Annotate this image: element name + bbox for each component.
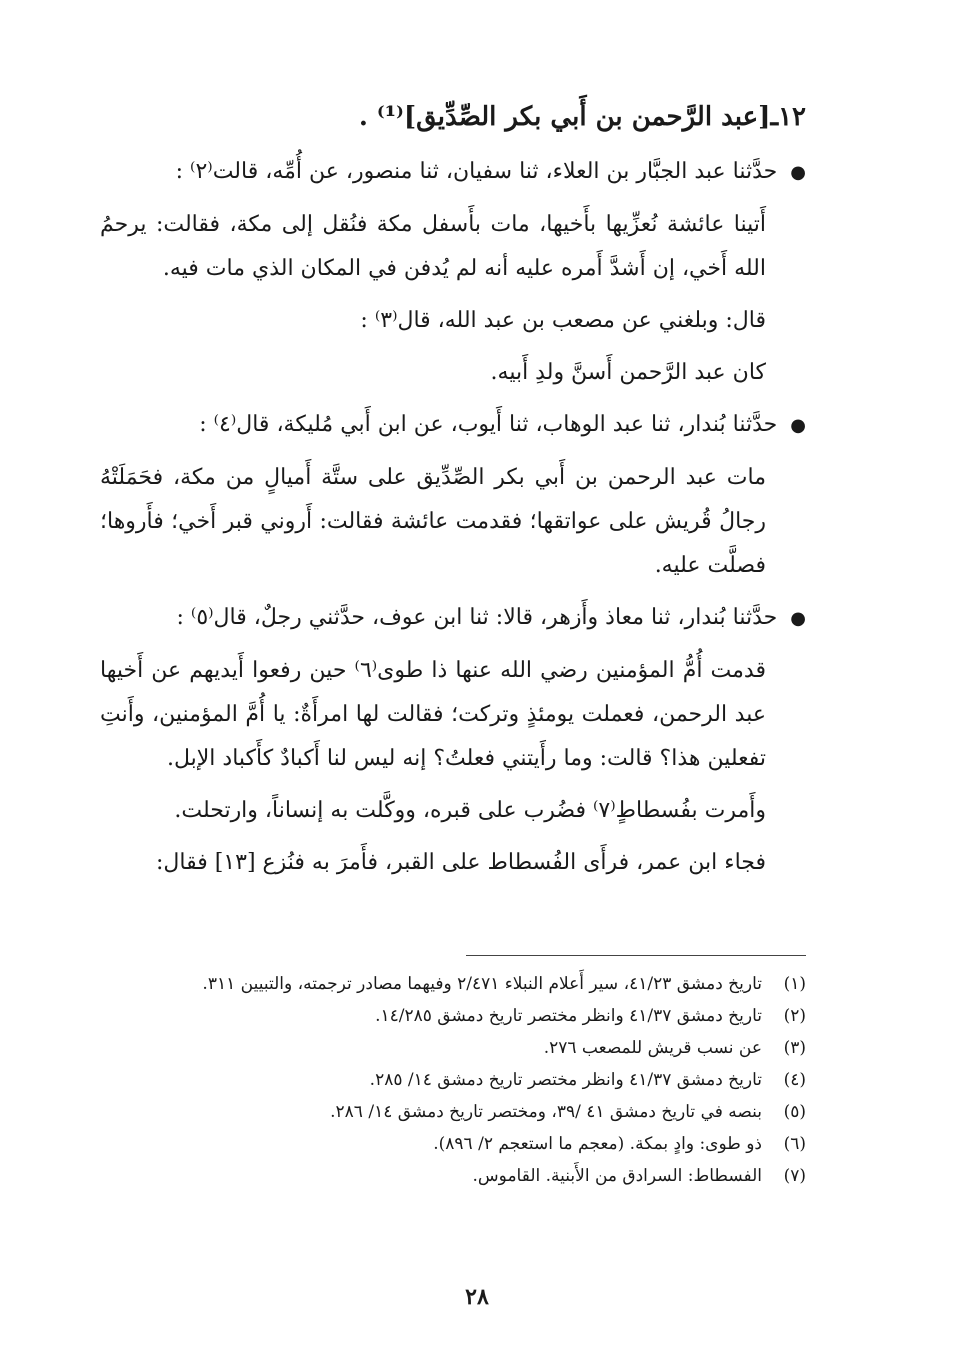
footnote-text: تاريخ دمشق ٤١/٢٣، سير أَعلام النبلاء ٢/٤٧١ وفيهما مصادر ترجمته، والتبيين ٣١١.: [202, 974, 762, 994]
entry-heading: ١٢ـ[عبد الرَّحمن بن أَبي بكر الصِّدِّيق]⁽¹⁾ .: [358, 102, 806, 132]
footnote: [100, 1128, 806, 1160]
narration-paragraph-2: قال: وبلغني عن مصعب بن عبد الله، قال⁽٣⁾ :: [360, 308, 766, 333]
chain-paragraph-2: [100, 403, 806, 448]
footnote-number: (٥): [783, 1102, 806, 1122]
footnote-text: تاريخ دمشق ٤١/٣٧ وانظر مختصر تاريخ دمشق ١٤/ ٢٨٥.: [369, 1070, 762, 1090]
narration-paragraph-4: مات عبد الرحمن بن أَبي بكر الصِّدِّيق على ستَّة أَميالٍ من مكة، فحَمَلَتْهُ رجالُ قُريش على عواتقها؛ فقدمت عائشة فقالت: أَروني قبر أَخي؛ فأَروها؛ فصلَّت عليه.: [100, 465, 766, 578]
footnote: [100, 968, 806, 1000]
narration-paragraph-5: قدمت أُمُّ المؤمنين رضي الله عنها ذا طوى⁽٦⁾ حين رفعوا أَيديهم عن أَخيها عبد الرحمن، فعملت يومئذٍ وتركت؛ فقالت لها امرأَةٌ: يا أُمَّ المؤمنين، وأَنتِ تفعلين هذا؟ قالت: وما رأَيتني فعلتُ؟ إنه ليس لنا أَكبادٌ كأَكباد الإبل.: [100, 658, 766, 771]
paragraph-text: حدَّثنا بُندار، ثنا عبد الوهاب، ثنا أَيوب، عن ابن أَبي مُليكة، قال⁽٤⁾ :: [199, 412, 778, 437]
bullet-icon: ●: [790, 162, 806, 183]
footnote-text: بنصه في تاريخ دمشق ٤١ /٣٩، ومختصر تاريخ دمشق ١٤/ ٢٨٦.: [330, 1102, 762, 1122]
footnote-number: (٤): [783, 1070, 806, 1090]
footnote-number: (٣): [783, 1038, 806, 1058]
footnote: [100, 1000, 806, 1032]
narration-paragraph-3: كان عبد الرَّحمن أَسنَّ ولدِ أَبيه.: [490, 360, 766, 385]
footnote-number: (٢): [783, 1006, 806, 1026]
footnote: [100, 1160, 806, 1192]
bullet-icon: ●: [790, 415, 806, 436]
footnote-text: ذو طوى: وادٍ بمكة. (معجم ما استعجم ٢/ ٨٩٦).: [433, 1134, 762, 1154]
footnote-divider: [466, 955, 806, 956]
chain-paragraph-1: [100, 150, 806, 195]
narration-paragraph-6: وأَمرت بفُسطاطٍ⁽٧⁾ فضُرب على قبره، ووكَّلت به إنساناً، وارتحلت.: [174, 798, 766, 823]
footnote: [100, 1096, 806, 1128]
footnote: [100, 1064, 806, 1096]
footnote-number: (١): [783, 974, 806, 994]
footnote-number: (٧): [783, 1166, 806, 1186]
footnote-text: الفسطاط: السرادق من الأَبنية. القاموس.: [472, 1166, 762, 1186]
footnote-text: عن نسب قريش للمصعب ٢٧٦.: [543, 1038, 762, 1058]
paragraph-text: حدَّثنا بُندار، ثنا معاذ وأَزهر، قالا: ثنا ابن عوف، حدَّثني رجلٌ، قال⁽٥⁾ :: [176, 605, 778, 630]
footnotes: [100, 968, 806, 1192]
footnote-text: تاريخ دمشق ٤١/٣٧ وانظر مختصر تاريخ دمشق ١٤/٢٨٥.: [375, 1006, 762, 1026]
footnote: [100, 1032, 806, 1064]
narration-paragraph-1: أَتينا عائشة نُعزِّيها بأَخيها، مات بأَسفل مكة فنُقل إلى مكة، فقالت: يرحمُ الله أَخي، إن أَشدَّ أَمره عليه أنه لم يُدفن في المكان الذي مات فيه.: [100, 212, 766, 281]
main-text: [100, 92, 806, 893]
page-number: ٢٨: [465, 1284, 489, 1310]
bullet-icon: ●: [790, 608, 806, 629]
paragraph-text: حدَّثنا عبد الجبَّار بن العلاء، ثنا سفيان، ثنا منصور، عن أُمِّه، قالت⁽٢⁾ :: [175, 159, 778, 184]
footnote-number: (٦): [783, 1134, 806, 1154]
narration-paragraph-7: فجاء ابن عمر، فرأَى الفُسطاط على القبر، فأَمرَ به فنُزع [١٣] فقال:: [155, 850, 766, 875]
chain-paragraph-3: [100, 596, 806, 641]
